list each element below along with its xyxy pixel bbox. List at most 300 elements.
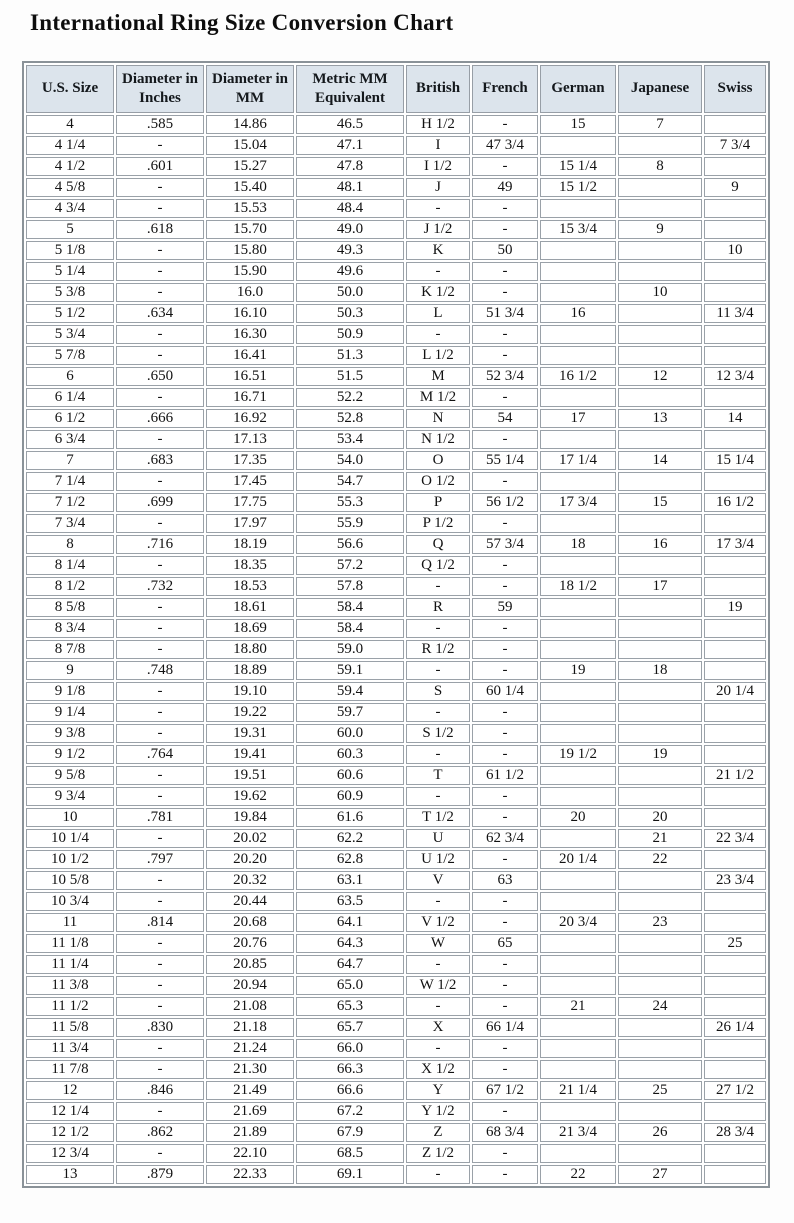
table-cell: - xyxy=(116,724,204,743)
table-row xyxy=(26,220,766,239)
page-title: International Ring Size Conversion Chart xyxy=(30,10,454,35)
table-cell xyxy=(618,304,702,323)
table-cell: - xyxy=(116,955,204,974)
table-cell: 19.31 xyxy=(206,724,294,743)
table-cell: .879 xyxy=(116,1165,204,1184)
table-cell xyxy=(704,115,766,134)
table-cell: 53.4 xyxy=(296,430,404,449)
table-cell xyxy=(618,703,702,722)
table-cell: 11 xyxy=(26,913,114,932)
table-cell: 16 xyxy=(540,304,616,323)
table-cell: - xyxy=(116,1039,204,1058)
table-cell: 11 3/4 xyxy=(704,304,766,323)
table-cell: 19.22 xyxy=(206,703,294,722)
table-cell xyxy=(540,829,616,848)
column-header: Japanese xyxy=(618,65,702,113)
table-cell xyxy=(540,346,616,365)
table-cell: 25 xyxy=(704,934,766,953)
table-cell: W 1/2 xyxy=(406,976,470,995)
table-cell: T xyxy=(406,766,470,785)
table-cell: - xyxy=(406,745,470,764)
table-cell: - xyxy=(116,871,204,890)
table-row xyxy=(26,346,766,365)
table-cell: - xyxy=(116,934,204,953)
table-row xyxy=(26,304,766,323)
table-cell: Q xyxy=(406,535,470,554)
table-cell: Q 1/2 xyxy=(406,556,470,575)
table-cell: 16 1/2 xyxy=(540,367,616,386)
table-cell xyxy=(540,892,616,911)
table-cell xyxy=(540,1018,616,1037)
table-cell: 10 3/4 xyxy=(26,892,114,911)
table-cell xyxy=(540,514,616,533)
table-cell: 56.6 xyxy=(296,535,404,554)
table-cell: 7 3/4 xyxy=(704,136,766,155)
table-cell xyxy=(704,997,766,1016)
table-row xyxy=(26,850,766,869)
table-cell: .781 xyxy=(116,808,204,827)
table-cell: 7 1/2 xyxy=(26,493,114,512)
table-cell xyxy=(704,808,766,827)
table-row xyxy=(26,913,766,932)
table-cell: 59.1 xyxy=(296,661,404,680)
table-cell: 5 1/2 xyxy=(26,304,114,323)
table-cell: - xyxy=(116,892,204,911)
table-row xyxy=(26,703,766,722)
table-cell: 6 xyxy=(26,367,114,386)
table-cell xyxy=(704,1039,766,1058)
table-cell: 57.8 xyxy=(296,577,404,596)
table-cell: 21 xyxy=(540,997,616,1016)
table-cell: 15 xyxy=(540,115,616,134)
table-cell: 21 xyxy=(618,829,702,848)
table-cell: 11 1/4 xyxy=(26,955,114,974)
table-cell: 4 xyxy=(26,115,114,134)
table-cell: P xyxy=(406,493,470,512)
table-cell: L 1/2 xyxy=(406,346,470,365)
table-row xyxy=(26,535,766,554)
table-cell: Y xyxy=(406,1081,470,1100)
table-cell: 20 1/4 xyxy=(540,850,616,869)
table-cell: X xyxy=(406,1018,470,1037)
table-cell: - xyxy=(116,472,204,491)
table-cell: - xyxy=(472,1144,538,1163)
table-cell: 8 7/8 xyxy=(26,640,114,659)
table-cell: 55.3 xyxy=(296,493,404,512)
table-cell: 5 3/4 xyxy=(26,325,114,344)
table-cell: 4 1/4 xyxy=(26,136,114,155)
table-row xyxy=(26,724,766,743)
table-cell xyxy=(618,787,702,806)
table-cell: - xyxy=(472,325,538,344)
table-cell: - xyxy=(472,913,538,932)
table-cell: - xyxy=(472,388,538,407)
table-cell: 12 1/2 xyxy=(26,1123,114,1142)
table-cell: .748 xyxy=(116,661,204,680)
table-cell xyxy=(704,850,766,869)
table-cell: 22.33 xyxy=(206,1165,294,1184)
table-cell: 12 1/4 xyxy=(26,1102,114,1121)
table-cell: - xyxy=(406,787,470,806)
table-cell: - xyxy=(472,346,538,365)
table-cell: 60.3 xyxy=(296,745,404,764)
table-cell: 56 1/2 xyxy=(472,493,538,512)
table-cell: J xyxy=(406,178,470,197)
table-cell: J 1/2 xyxy=(406,220,470,239)
table-cell: 19 xyxy=(704,598,766,617)
table-cell: - xyxy=(472,850,538,869)
table-cell: - xyxy=(472,115,538,134)
table-cell: 6 3/4 xyxy=(26,430,114,449)
table-cell xyxy=(704,640,766,659)
table-cell: M xyxy=(406,367,470,386)
table-cell: - xyxy=(116,325,204,344)
table-cell: 48.4 xyxy=(296,199,404,218)
table-cell xyxy=(618,430,702,449)
table-cell: - xyxy=(116,388,204,407)
table-cell: 18.53 xyxy=(206,577,294,596)
table-cell: 18 xyxy=(540,535,616,554)
table-cell: 21 3/4 xyxy=(540,1123,616,1142)
column-header: German xyxy=(540,65,616,113)
table-row xyxy=(26,556,766,575)
column-header: Metric MM Equivalent xyxy=(296,65,404,113)
table-cell: 63.5 xyxy=(296,892,404,911)
table-cell: 9 xyxy=(618,220,702,239)
table-cell xyxy=(540,934,616,953)
table-row xyxy=(26,115,766,134)
table-cell xyxy=(540,388,616,407)
table-cell: - xyxy=(116,766,204,785)
table-cell xyxy=(704,472,766,491)
table-cell: 17.35 xyxy=(206,451,294,470)
table-cell: 65.0 xyxy=(296,976,404,995)
table-cell: 23 xyxy=(618,913,702,932)
table-cell: - xyxy=(116,787,204,806)
table-cell: 10 1/2 xyxy=(26,850,114,869)
table-cell: 15.70 xyxy=(206,220,294,239)
table-row xyxy=(26,997,766,1016)
table-cell: - xyxy=(472,1165,538,1184)
table-cell: U xyxy=(406,829,470,848)
table-cell: 18.61 xyxy=(206,598,294,617)
table-cell xyxy=(704,1102,766,1121)
table-row xyxy=(26,577,766,596)
table-cell: - xyxy=(116,136,204,155)
table-cell xyxy=(618,724,702,743)
table-cell: V 1/2 xyxy=(406,913,470,932)
table-row xyxy=(26,283,766,302)
table-cell xyxy=(704,892,766,911)
table-cell xyxy=(704,220,766,239)
table-cell: 64.1 xyxy=(296,913,404,932)
table-cell: - xyxy=(472,283,538,302)
table-cell: 65 xyxy=(472,934,538,953)
table-cell xyxy=(618,472,702,491)
column-header: French xyxy=(472,65,538,113)
table-cell: - xyxy=(406,1165,470,1184)
table-cell: - xyxy=(406,577,470,596)
table-cell xyxy=(618,388,702,407)
table-cell: 17.75 xyxy=(206,493,294,512)
table-cell: 24 xyxy=(618,997,702,1016)
table-cell: 7 1/4 xyxy=(26,472,114,491)
table-cell: P 1/2 xyxy=(406,514,470,533)
table-cell: - xyxy=(472,1039,538,1058)
table-cell: 63.1 xyxy=(296,871,404,890)
table-cell xyxy=(540,766,616,785)
table-row xyxy=(26,1039,766,1058)
table-row xyxy=(26,409,766,428)
table-cell: 49.6 xyxy=(296,262,404,281)
table-cell: - xyxy=(116,598,204,617)
table-cell: 21.24 xyxy=(206,1039,294,1058)
table-cell: 21.30 xyxy=(206,1060,294,1079)
table-cell: 11 1/8 xyxy=(26,934,114,953)
table-cell: 23 3/4 xyxy=(704,871,766,890)
table-cell xyxy=(618,934,702,953)
table-cell: 65.7 xyxy=(296,1018,404,1037)
table-cell: - xyxy=(406,619,470,638)
table-cell: 47.8 xyxy=(296,157,404,176)
table-cell: L xyxy=(406,304,470,323)
table-cell xyxy=(540,430,616,449)
table-row xyxy=(26,892,766,911)
table-row xyxy=(26,1060,766,1079)
table-cell: 15.40 xyxy=(206,178,294,197)
table-cell xyxy=(540,724,616,743)
table-cell: 28 3/4 xyxy=(704,1123,766,1142)
table-body xyxy=(26,115,766,1184)
table-cell: 21 1/2 xyxy=(704,766,766,785)
table-cell: - xyxy=(472,199,538,218)
table-cell: .699 xyxy=(116,493,204,512)
table-row xyxy=(26,808,766,827)
table-row xyxy=(26,787,766,806)
table-cell: 27 xyxy=(618,1165,702,1184)
table-cell: 10 xyxy=(618,283,702,302)
table-cell: 20.32 xyxy=(206,871,294,890)
table-cell xyxy=(704,430,766,449)
table-row xyxy=(26,829,766,848)
table-cell: 17 1/4 xyxy=(540,451,616,470)
table-cell: 4 3/4 xyxy=(26,199,114,218)
table-cell: 68 3/4 xyxy=(472,1123,538,1142)
table-cell: 62.8 xyxy=(296,850,404,869)
table-cell: 64.7 xyxy=(296,955,404,974)
table-cell xyxy=(704,913,766,932)
table-cell xyxy=(618,955,702,974)
table-cell: .634 xyxy=(116,304,204,323)
table-cell: 52 3/4 xyxy=(472,367,538,386)
table-cell: 17 3/4 xyxy=(704,535,766,554)
table-cell: - xyxy=(472,997,538,1016)
table-cell: 67 1/2 xyxy=(472,1081,538,1100)
table-cell: - xyxy=(116,346,204,365)
table-cell: 10 xyxy=(26,808,114,827)
table-cell: .716 xyxy=(116,535,204,554)
table-cell: 60.9 xyxy=(296,787,404,806)
table-cell: 16.71 xyxy=(206,388,294,407)
table-cell: R xyxy=(406,598,470,617)
table-cell xyxy=(540,1039,616,1058)
table-cell: - xyxy=(116,241,204,260)
table-cell xyxy=(704,157,766,176)
table-cell: 5 1/4 xyxy=(26,262,114,281)
table-cell: 8 5/8 xyxy=(26,598,114,617)
table-cell: - xyxy=(472,703,538,722)
table-cell: Y 1/2 xyxy=(406,1102,470,1121)
table-cell: - xyxy=(116,703,204,722)
table-cell: O 1/2 xyxy=(406,472,470,491)
table-cell xyxy=(618,598,702,617)
table-cell: - xyxy=(472,1060,538,1079)
table-cell xyxy=(540,325,616,344)
table-cell xyxy=(704,703,766,722)
table-cell: 54.7 xyxy=(296,472,404,491)
table-cell: - xyxy=(116,640,204,659)
table-cell: 17 xyxy=(540,409,616,428)
table-cell: K xyxy=(406,241,470,260)
table-cell: K 1/2 xyxy=(406,283,470,302)
table-cell: 7 3/4 xyxy=(26,514,114,533)
table-cell: 7 xyxy=(618,115,702,134)
table-row xyxy=(26,661,766,680)
table-cell: - xyxy=(116,1060,204,1079)
table-cell: 20 3/4 xyxy=(540,913,616,932)
table-cell xyxy=(618,346,702,365)
table-cell xyxy=(618,178,702,197)
table-cell: 16.30 xyxy=(206,325,294,344)
table-cell: - xyxy=(472,787,538,806)
table-cell: N xyxy=(406,409,470,428)
table-cell: - xyxy=(116,619,204,638)
table-cell: V xyxy=(406,871,470,890)
table-cell: - xyxy=(116,262,204,281)
table-cell: 21.18 xyxy=(206,1018,294,1037)
table-row xyxy=(26,955,766,974)
table-row xyxy=(26,598,766,617)
table-cell xyxy=(540,241,616,260)
table-cell: - xyxy=(116,1102,204,1121)
table-cell: 13 xyxy=(618,409,702,428)
table-cell xyxy=(704,1144,766,1163)
table-cell: 58.4 xyxy=(296,598,404,617)
table-cell xyxy=(618,766,702,785)
table-cell: 8 3/4 xyxy=(26,619,114,638)
table-cell: 9 xyxy=(704,178,766,197)
table-cell: - xyxy=(116,997,204,1016)
table-cell: 26 xyxy=(618,1123,702,1142)
table-cell: - xyxy=(406,892,470,911)
table-cell xyxy=(704,577,766,596)
table-cell: 9 1/4 xyxy=(26,703,114,722)
table-cell: 11 3/8 xyxy=(26,976,114,995)
table-cell xyxy=(618,640,702,659)
table-cell: - xyxy=(116,976,204,995)
table-cell xyxy=(618,1102,702,1121)
table-cell: 20 xyxy=(618,808,702,827)
table-cell: - xyxy=(472,955,538,974)
table-cell: 65.3 xyxy=(296,997,404,1016)
table-cell: - xyxy=(116,199,204,218)
table-cell: 16.41 xyxy=(206,346,294,365)
table-cell xyxy=(704,955,766,974)
table-cell xyxy=(618,241,702,260)
table-cell: .666 xyxy=(116,409,204,428)
table-cell: Z 1/2 xyxy=(406,1144,470,1163)
table-cell: 20.68 xyxy=(206,913,294,932)
table-cell xyxy=(704,976,766,995)
table-cell: - xyxy=(406,955,470,974)
table-cell: 57 3/4 xyxy=(472,535,538,554)
table-cell: 15.90 xyxy=(206,262,294,281)
table-cell: 20.20 xyxy=(206,850,294,869)
table-cell xyxy=(618,871,702,890)
table-cell xyxy=(704,262,766,281)
table-row xyxy=(26,241,766,260)
table-cell xyxy=(540,640,616,659)
table-cell: 9 1/8 xyxy=(26,682,114,701)
table-cell: - xyxy=(472,556,538,575)
table-cell: 9 5/8 xyxy=(26,766,114,785)
table-cell xyxy=(618,619,702,638)
table-cell: 15 xyxy=(618,493,702,512)
table-cell: 6 1/2 xyxy=(26,409,114,428)
table-cell xyxy=(618,199,702,218)
table-row xyxy=(26,514,766,533)
table-cell: 27 1/2 xyxy=(704,1081,766,1100)
table-cell: 49.0 xyxy=(296,220,404,239)
table-cell: 61 1/2 xyxy=(472,766,538,785)
table-cell: 20.85 xyxy=(206,955,294,974)
table-cell: 18 xyxy=(618,661,702,680)
table-cell: 20 xyxy=(540,808,616,827)
table-cell: - xyxy=(472,577,538,596)
table-row xyxy=(26,430,766,449)
table-cell: 15 1/2 xyxy=(540,178,616,197)
table-cell: 11 5/8 xyxy=(26,1018,114,1037)
table-cell: 19 xyxy=(618,745,702,764)
table-row xyxy=(26,325,766,344)
table-cell: 66 1/4 xyxy=(472,1018,538,1037)
table-cell: 8 xyxy=(26,535,114,554)
table-cell: 60.0 xyxy=(296,724,404,743)
table-cell xyxy=(540,682,616,701)
table-cell: .618 xyxy=(116,220,204,239)
table-cell: - xyxy=(472,472,538,491)
table-cell: - xyxy=(406,1039,470,1058)
table-cell xyxy=(704,1165,766,1184)
table-cell: .814 xyxy=(116,913,204,932)
table-cell: 51.5 xyxy=(296,367,404,386)
table-cell xyxy=(618,325,702,344)
table-cell xyxy=(704,199,766,218)
table-cell: 16.0 xyxy=(206,283,294,302)
table-cell: 14 xyxy=(618,451,702,470)
table-row xyxy=(26,493,766,512)
table-cell xyxy=(540,955,616,974)
table-cell xyxy=(540,976,616,995)
table-cell xyxy=(618,976,702,995)
table-cell: - xyxy=(116,829,204,848)
table-cell xyxy=(540,199,616,218)
table-cell: 68.5 xyxy=(296,1144,404,1163)
table-cell: 59.7 xyxy=(296,703,404,722)
table-cell xyxy=(540,787,616,806)
table-cell: 16 1/2 xyxy=(704,493,766,512)
table-cell: 16.51 xyxy=(206,367,294,386)
